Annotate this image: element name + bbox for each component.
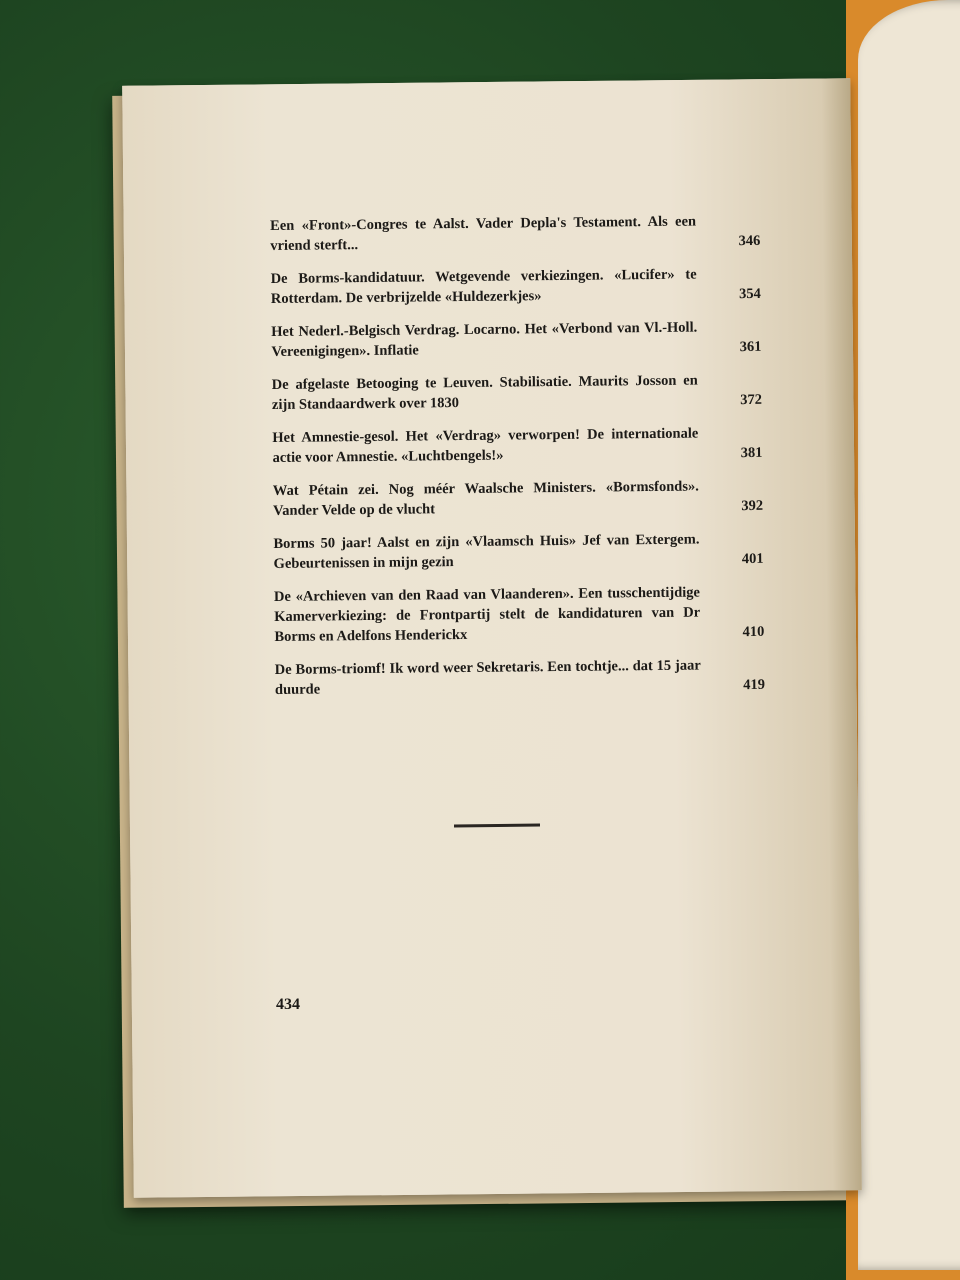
toc-entry-title: De Borms-triomf! Ik word weer Sekretaris. Een tochtje... dat 15 jaar duurde xyxy=(274,657,701,698)
toc-entry xyxy=(272,423,762,468)
table-of-contents xyxy=(270,211,765,713)
toc-entry-title: De Borms-kandidatuur. Wetgevende verkiezingen. «Lucifer» te Rotterdam. De verbrijzelde «Huldezerkjes» xyxy=(270,266,697,307)
toc-entry-title: Het Nederl.-Belgisch Verdrag. Locarno. Het «Verbond van Vl.-Holl. Vereenigingen». Inflatie xyxy=(271,319,698,360)
toc-entry xyxy=(273,529,763,574)
toc-entry-page: 392 xyxy=(741,497,764,515)
toc-entry-page: 346 xyxy=(738,232,761,250)
toc-entry-page: 410 xyxy=(742,623,765,641)
toc-entry xyxy=(273,476,763,521)
toc-entry xyxy=(271,317,761,362)
toc-entry-title: Wat Pétain zei. Nog méér Waalsche Ministers. «Bormsfonds». Vander Velde op de vlucht xyxy=(272,478,699,519)
toc-entry-page: 372 xyxy=(740,391,763,409)
toc-entry-title: Borms 50 jaar! Aalst en zijn «Vlaamsch Huis» Jef van Extergem. Gebeurtenissen in mijn gezin xyxy=(273,531,700,572)
toc-entry xyxy=(271,264,761,309)
facing-page xyxy=(858,0,960,1270)
toc-entry-page: 401 xyxy=(741,550,764,568)
toc-entry-page: 419 xyxy=(743,676,766,694)
toc-entry-title: De afgelaste Betooging te Leuven. Stabilisatie. Maurits Josson en zijn Standaardwerk over 1830 xyxy=(271,372,698,413)
toc-entry xyxy=(274,582,765,647)
toc-entry-title: De «Archieven van den Raad van Vlaanderen». Een tusschentijdige Kamerverkiezing: de Frontpartij stelt de kandidaturen van Dr Borms en Adelfons Henderickx xyxy=(273,584,701,645)
toc-entry-page: 381 xyxy=(740,444,763,462)
toc-entry-page: 361 xyxy=(739,338,762,356)
toc-entry-page: 354 xyxy=(739,285,761,303)
page-number: 434 xyxy=(276,996,300,1013)
toc-entry xyxy=(272,370,762,415)
toc-entry xyxy=(270,211,760,256)
toc-entry xyxy=(275,655,765,700)
toc-entry-title: Het Amnestie-gesol. Het «Verdrag» verworpen! De internationale actie voor Amnestie. «Luchtbengels!» xyxy=(272,425,699,466)
toc-entry-title: Een «Front»-Congres te Aalst. Vader Depla's Testament. Als een vriend sterft... xyxy=(270,213,697,254)
